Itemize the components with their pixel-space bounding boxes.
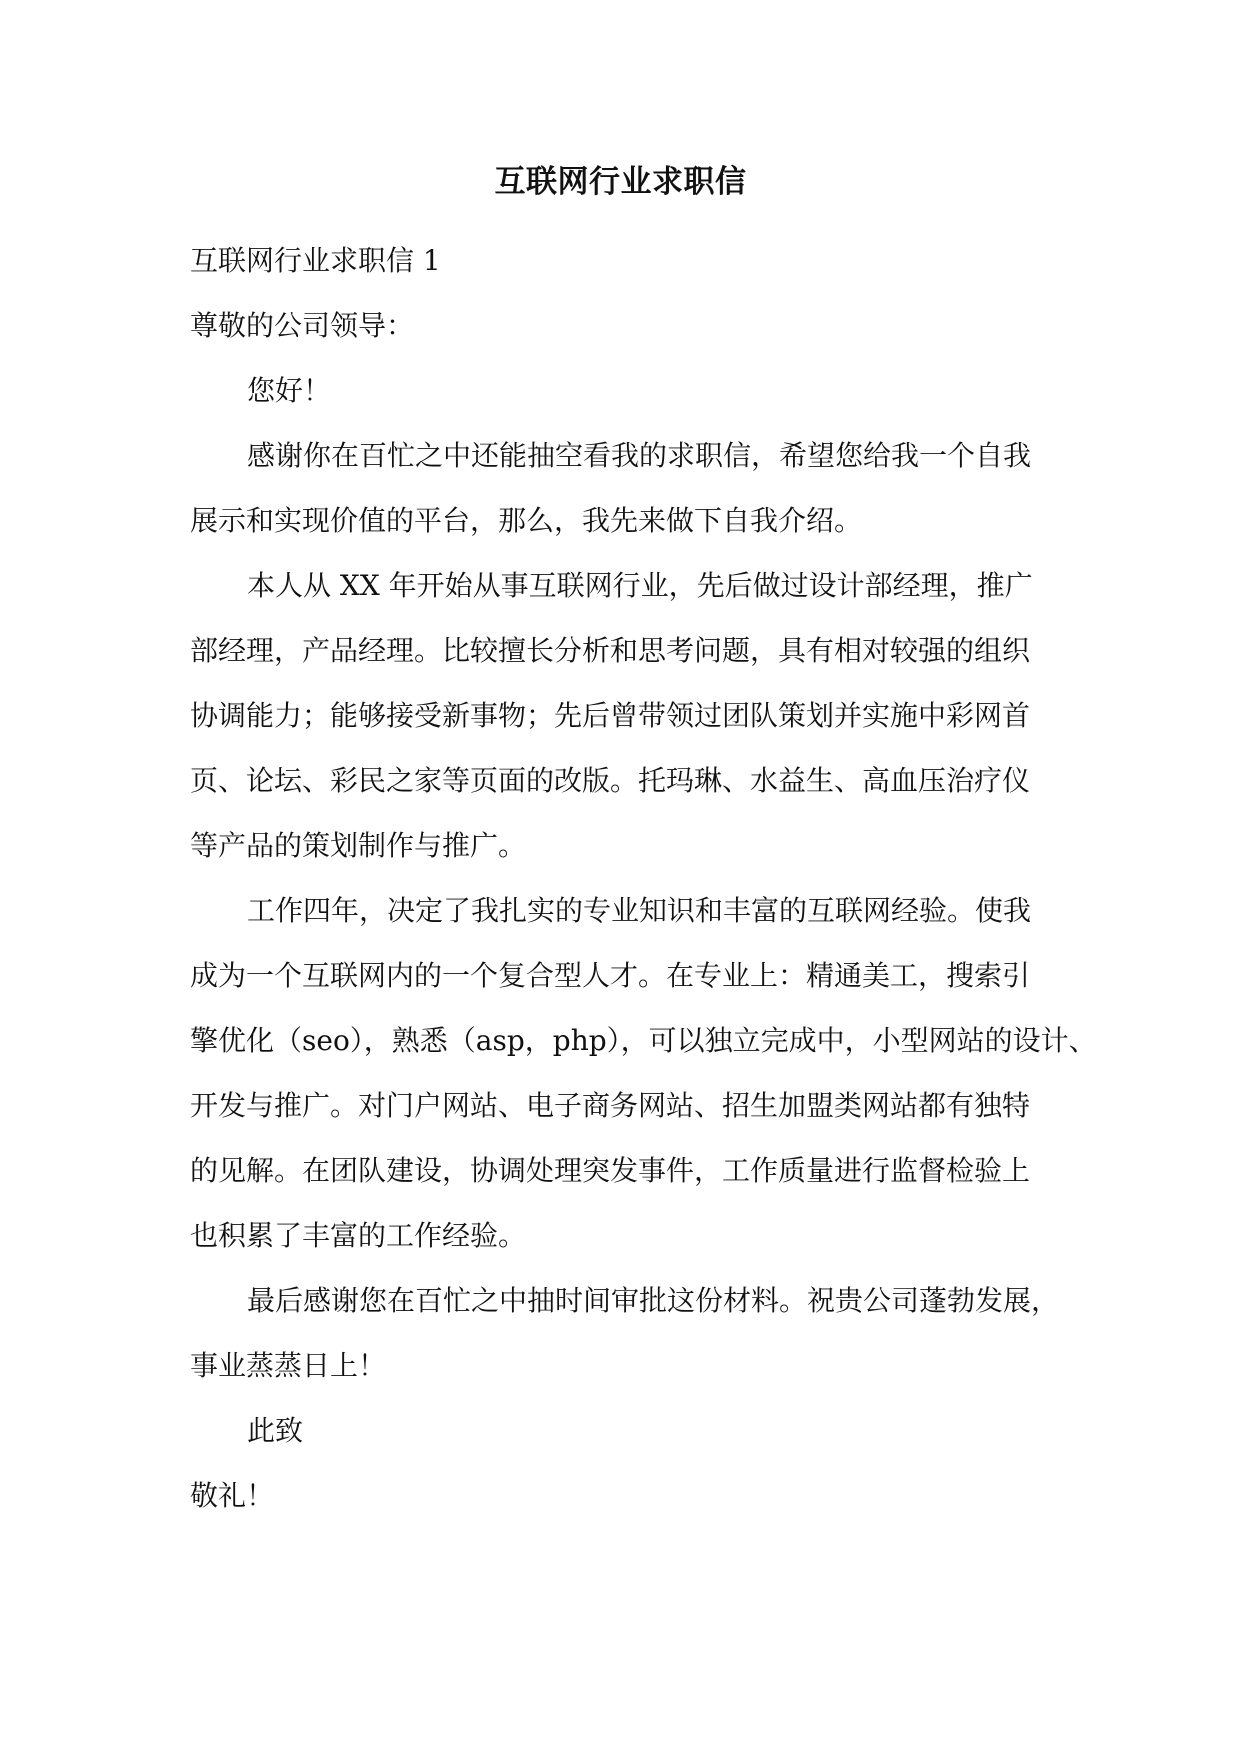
paragraph-line: 部经理，产品经理。比较擅长分析和思考问题，具有相对较强的组织 [190, 634, 1031, 667]
paragraph-line: 等产品的策划制作与推广。 [190, 829, 527, 862]
paragraph-line: 最后感谢您在百忙之中抽时间审批这份材料。祝贵公司蓬勃发展， [247, 1284, 1060, 1317]
closing-line: 此致 [247, 1414, 304, 1447]
paragraph-line: 页、论坛、彩民之家等页面的改版。托玛琳、水益生、高血压治疗仪 [190, 764, 1031, 797]
document-body [190, 228, 1097, 1528]
paragraph-line: 成为一个互联网内的一个复合型人才。在专业上：精通美工，搜索引 [190, 959, 1031, 992]
paragraph-line: 也积累了丰富的工作经验。 [190, 1219, 527, 1252]
closing-line: 敬礼！ [190, 1479, 275, 1512]
paragraph-line: 工作四年，决定了我扎实的专业知识和丰富的互联网经验。使我 [247, 894, 1032, 927]
paragraph-line: 展示和实现价值的平台，那么，我先来做下自我介绍。 [190, 504, 863, 537]
paragraph-line: 感谢你在百忙之中还能抽空看我的求职信，希望您给我一个自我 [247, 439, 1032, 472]
paragraph-line: 的见解。在团队建设，协调处理突发事件，工作质量进行监督检验上 [190, 1154, 1031, 1187]
greeting-line: 您好！ [247, 374, 332, 407]
paragraph-line: 本人从 XX 年开始从事互联网行业，先后做过设计部经理，推广 [247, 569, 1033, 602]
paragraph-line: 协调能力；能够接受新事物；先后曾带领过团队策划并实施中彩网首 [190, 699, 1031, 732]
paragraph-line: 擎优化（seo），熟悉（asp，php），可以独立完成中，小型网站的设计、 [190, 1024, 1097, 1057]
paragraph-line: 事业蒸蒸日上！ [190, 1349, 387, 1382]
document-title: 互联网行业求职信 [494, 164, 747, 200]
salutation-line: 尊敬的公司领导： [190, 309, 415, 342]
paragraph-line: 开发与推广。对门户网站、电子商务网站、招生加盟类网站都有独特 [190, 1089, 1031, 1122]
subtitle-line: 互联网行业求职信 1 [190, 244, 441, 277]
